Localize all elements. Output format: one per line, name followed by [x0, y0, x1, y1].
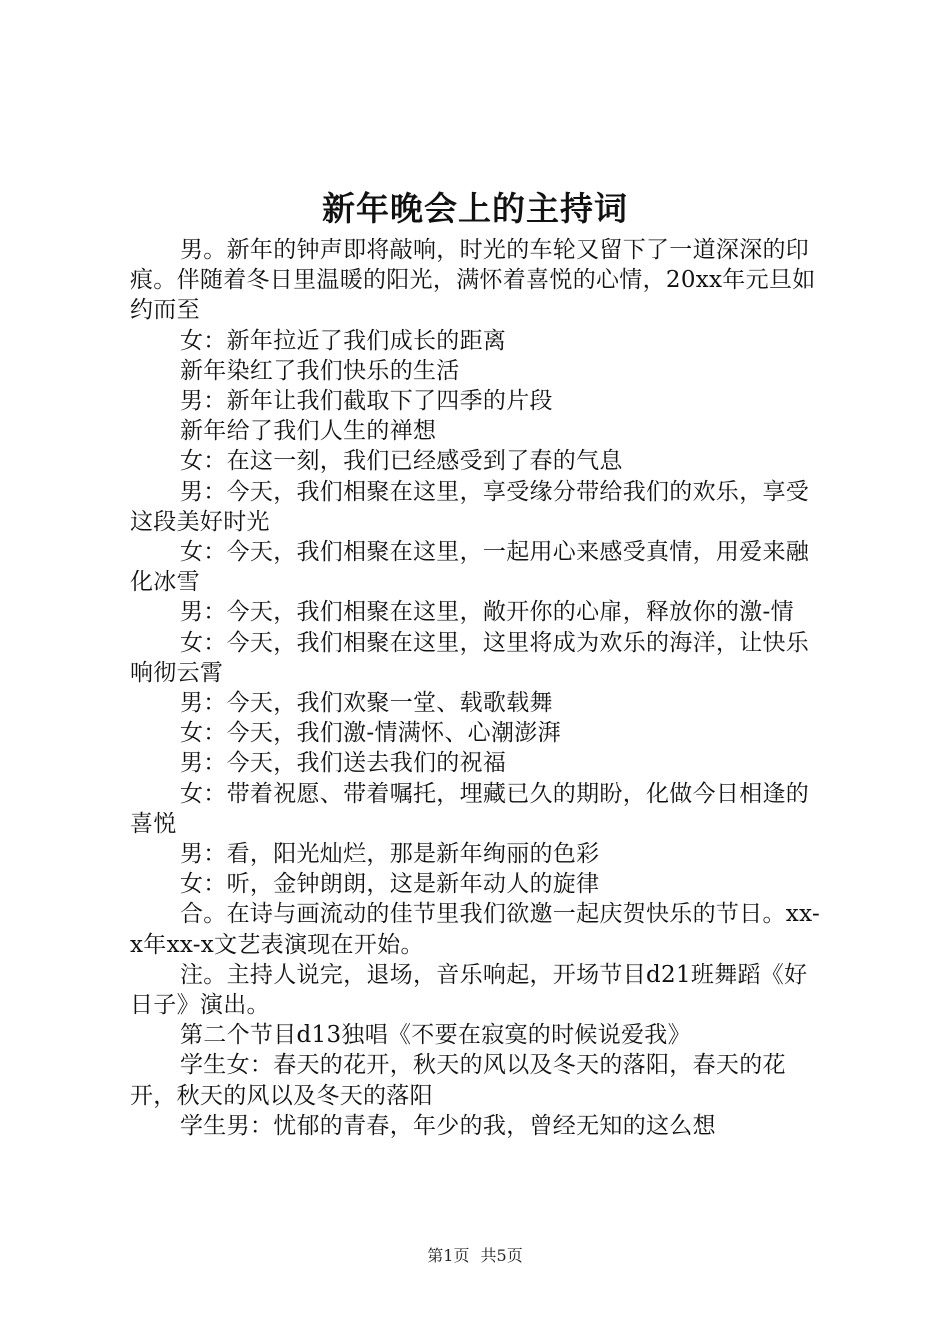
- paragraph: 男：看，阳光灿烂，那是新年绚丽的色彩: [180, 841, 600, 868]
- paragraph: 学生女：春天的花开，秋天的风以及冬天的落阳，春天的花开，秋天的风以及冬天的落阳: [130, 1052, 786, 1109]
- page-footer: [0, 1245, 950, 1267]
- paragraph: 女：今天，我们相聚在这里，这里将成为欢乐的海洋，让快乐响彻云霄: [130, 629, 810, 686]
- paragraph: 女：在这一刻，我们已经感受到了春的气息: [180, 448, 623, 475]
- paragraph: 合。在诗与画流动的佳节里我们欲邀一起庆贺快乐的节日。xx-x年xx-x文艺表演现在开始。: [130, 901, 821, 958]
- paragraph: 男：新年让我们截取下了四季的片段: [180, 388, 553, 415]
- paragraph: 新年染红了我们快乐的生活: [180, 357, 460, 384]
- paragraph: 男：今天，我们欢聚一堂、载歌载舞: [180, 690, 553, 717]
- paragraph: 男。新年的钟声即将敲响，时光的车轮又留下了一道深深的印痕。伴随着冬日里温暖的阳光，满怀着喜悦的心情，20xx年元旦如约而至: [130, 237, 816, 324]
- paragraph: 女：今天，我们相聚在这里，一起用心来感受真情，用爱来融化冰雪: [130, 539, 810, 596]
- paragraph: 女：听，金钟朗朗，这是新年动人的旋律: [180, 871, 600, 898]
- paragraph: 男：今天，我们相聚在这里，享受缘分带给我们的欢乐，享受这段美好时光: [130, 478, 810, 535]
- document-body: [130, 235, 830, 1141]
- paragraph: 学生男：忧郁的青春，年少的我，曾经无知的这么想: [180, 1112, 716, 1139]
- paragraph: 女：带着祝愿、带着嘱托，埋藏已久的期盼，化做今日相逢的喜悦: [130, 780, 810, 837]
- paragraph: 女：新年拉近了我们成长的距离: [180, 327, 507, 354]
- paragraph: 女：今天，我们激-情满怀、心潮澎湃: [180, 720, 561, 747]
- paragraph: 注。主持人说完，退场，音乐响起，开场节目d21班舞蹈《好日子》演出。: [130, 961, 808, 1019]
- document-title: 新年晚会上的主持词: [322, 189, 628, 228]
- paragraph: 新年给了我们人生的禅想: [180, 418, 437, 445]
- page-total: 共5页: [480, 1246, 523, 1265]
- page-number: 第1页: [427, 1246, 470, 1265]
- paragraph: 男：今天，我们送去我们的祝福: [180, 750, 507, 777]
- paragraph: 男：今天，我们相聚在这里，敞开你的心扉，释放你的激-情: [180, 599, 794, 626]
- paragraph: 第二个节目d13独唱《不要在寂寞的时候说爱我》: [180, 1022, 691, 1049]
